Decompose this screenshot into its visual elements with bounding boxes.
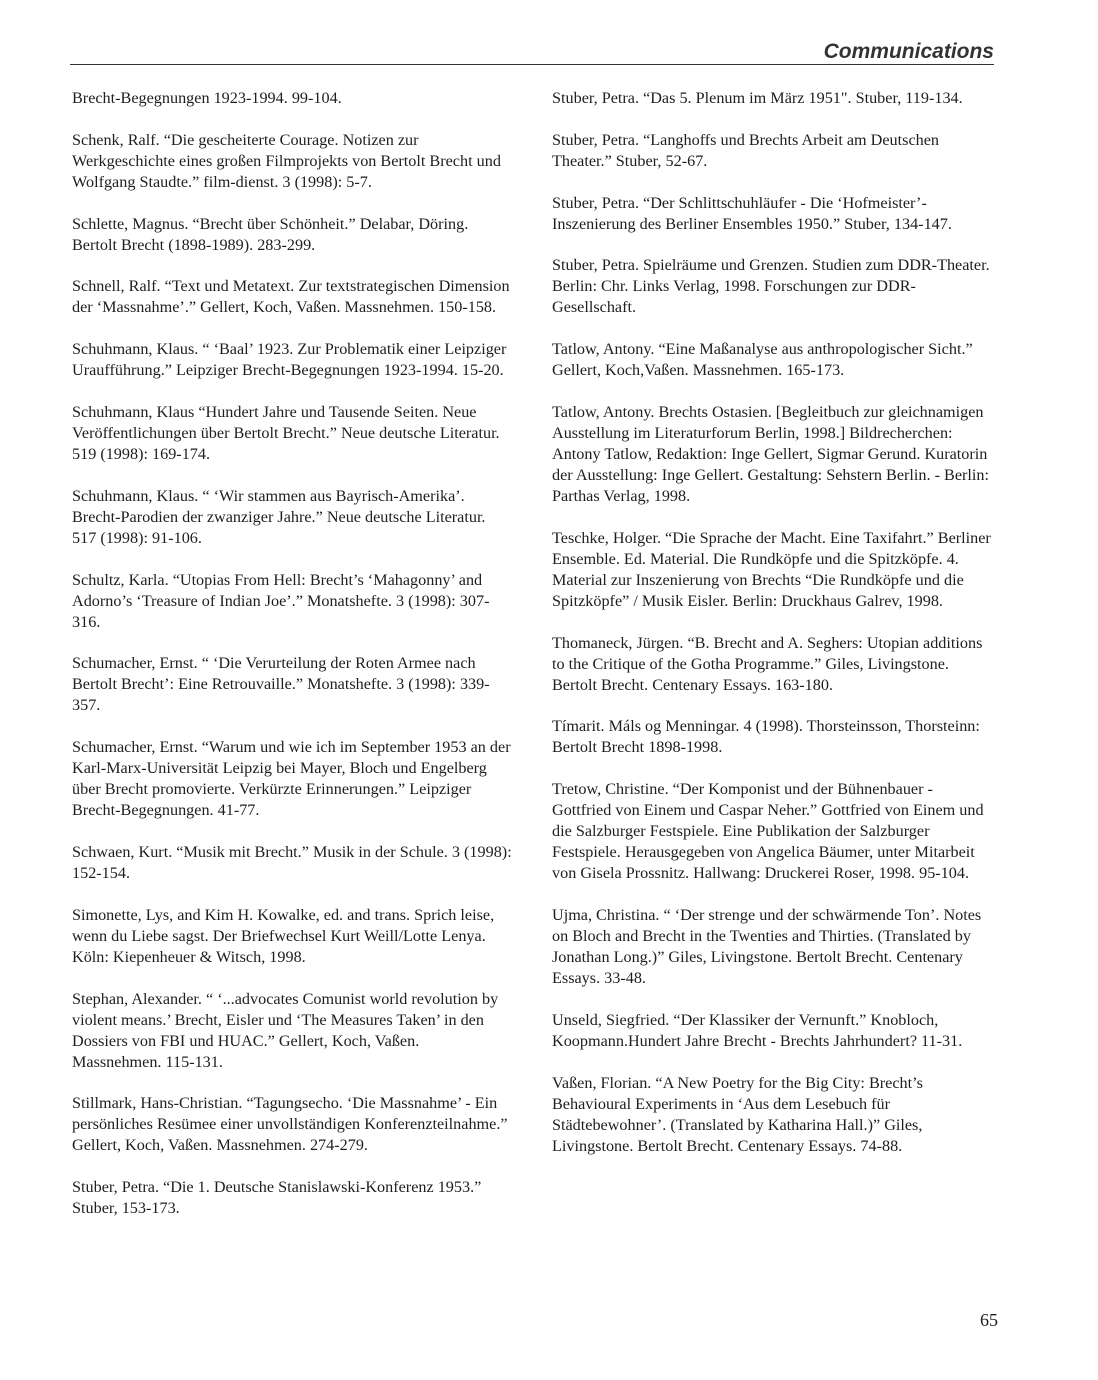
bibliography-entry: Tretow, Christine. “Der Komponist und der Bühnenbauer - Gottfried von Einem und Caspar Neher.” Gottfried von Einem und die Salzburger Festspiele. Eine Publikation der Salzburger Festspiele. Herausgegeben von Angelica Bäumer, unter Mitarbeit von Gisela Prossnitz. Hallwang: Druckerei Roser, 1998. 95-104. xyxy=(552,780,984,883)
bibliography-entry: Stuber, Petra. “Die 1. Deutsche Stanislawski-Konferenz 1953.” Stuber, 153-173. xyxy=(72,1178,482,1218)
bibliography-entry: Schnell, Ralf. “Text und Metatext. Zur textstrategischen Dimension der ‘Massnahme’.” Gellert, Koch, Vaßen. Massnehmen. 150-158. xyxy=(72,277,510,317)
bibliography-entry: Schumacher, Ernst. “ ‘Die Verurteilung der Roten Armee nach Bertolt Brecht’: Eine Retrouvaille.” Monatshefte. 3 (1998): 339-357. xyxy=(72,654,490,715)
bibliography-entry: Schlette, Magnus. “Brecht über Schönheit.” Delabar, Döring. Bertolt Brecht (1898-1989). 283-299. xyxy=(72,214,469,254)
bibliography-entry: Stephan, Alexander. “ ‘...advocates Comunist world revolution by violent means.’ Brecht, Eisler und ‘The Measures Taken’ in den Dossiers von FBI und HUAC.” Gellert, Koch, Vaßen. Massnehmen. 115-131. xyxy=(72,989,499,1071)
bibliography-entry: Stuber, Petra. “Das 5. Plenum im März 1951". Stuber, 119-134. xyxy=(552,89,963,107)
bibliography-entry: Schuhmann, Klaus “Hundert Jahre und Tausende Seiten. Neue Veröffentlichungen über Bertolt Brecht.” Neue deutsche Literatur. 519 (1998): 169-174. xyxy=(72,402,500,463)
page-number: 65 xyxy=(980,1310,998,1330)
bibliography-entry: Stuber, Petra. “Der Schlittschuhläufer - Die ‘Hofmeister’-Inszenierung des Berliner Ensembles 1950.” Stuber, 134-147. xyxy=(552,193,952,233)
bibliography-entry: Tímarit. Máls og Menningar. 4 (1998). Thorsteinsson, Thorsteinn: Bertolt Brecht 1898-1998. xyxy=(552,717,980,757)
bibliography-entry: Schenk, Ralf. “Die gescheiterte Courage. Notizen zur Werkgeschichte eines großen Filmprojekts von Bertolt Brecht und Wolfgang Staudte.” film-dienst. 3 (1998): 5-7. xyxy=(72,130,501,191)
bibliography-entry: Schuhmann, Klaus. “ ‘Baal’ 1923. Zur Problematik einer Leipziger Uraufführung.” Leipziger Brecht-Begegnungen 1923-1994. 15-20. xyxy=(72,340,507,380)
bibliography-entry: Simonette, Lys, and Kim H. Kowalke, ed. and trans. Sprich leise, wenn du Liebe sagst. Der Briefwechsel Kurt Weill/Lotte Lenya. Köln: Kiepenheuer & Witsch, 1998. xyxy=(72,905,495,966)
left-column xyxy=(72,88,512,1240)
bibliography-entry: Schwaen, Kurt. “Musik mit Brecht.” Musik in der Schule. 3 (1998): 152-154. xyxy=(72,842,512,882)
bibliography-entry: Stillmark, Hans-Christian. “Tagungsecho. ‘Die Massnahme’ - Ein persönliches Resümee einer unvollständigen Konferenzteilnahme.” Gellert, Koch, Vaßen. Massnehmen. 274-279. xyxy=(72,1094,508,1155)
bibliography-entry: Schuhmann, Klaus. “ ‘Wir stammen aus Bayrisch-Amerika’. Brecht-Parodien der zwanziger Jahre.” Neue deutsche Literatur. 517 (1998): 91-106. xyxy=(72,486,486,547)
bibliography-entry: Stuber, Petra. “Langhoffs und Brechts Arbeit am Deutschen Theater.” Stuber, 52-67. xyxy=(552,130,940,170)
bibliography-entry: Thomaneck, Jürgen. “B. Brecht and A. Seghers: Utopian additions to the Critique of the Gotha Programme.” Giles, Livingstone. Bertolt Brecht. Centenary Essays. 163-180. xyxy=(552,633,983,694)
bibliography-entry: Schultz, Karla. “Utopias From Hell: Brecht’s ‘Mahagonny’ and Adorno’s ‘Treasure of Indian Joe’.” Monatshefte. 3 (1998): 307-316. xyxy=(72,570,490,631)
bibliography-entry: Ujma, Christina. “ ‘Der strenge und der schwärmende Ton’. Notes on Bloch and Brecht in the Twenties and Thirties. (Translated by Jonathan Long.)” Giles, Livingstone. Bertolt Brecht. Centenary Essays. 33-48. xyxy=(552,905,982,987)
bibliography-entry: Teschke, Holger. “Die Sprache der Macht. Eine Taxifahrt.” Berliner Ensemble. Ed. Material. Die Rundköpfe und die Spitzköpfe. 4. Material zur Inszenierung von Brechts “Die Rundköpfe und die Spitzköpfe” / Musik Eisler. Berlin: Druckhaus Galrev, 1998. xyxy=(552,528,991,610)
bibliography-entry: Unseld, Siegfried. “Der Klassiker der Vernunft.” Knobloch, Koopmann.Hundert Jahre Brecht - Brechts Jahrhundert? 11-31. xyxy=(552,1010,963,1050)
header-rule xyxy=(70,64,994,65)
right-column xyxy=(552,88,992,1177)
bibliography-entry: Stuber, Petra. Spielräume und Grenzen. Studien zum DDR-Theater. Berlin: Chr. Links Verlag, 1998. Forschungen zur DDR-Gesellschaft. xyxy=(552,256,990,317)
section-header: Communications xyxy=(823,40,994,63)
bibliography-entry: Vaßen, Florian. “A New Poetry for the Big City: Brecht’s Behavioural Experiments in ‘Aus dem Lesebuch für Städtebewohner’. (Translated by Katharina Hall.)” Giles, Livingstone. Bertolt Brecht. Centenary Essays. 74-88. xyxy=(552,1073,923,1155)
bibliography-entry: Tatlow, Antony. Brechts Ostasien. [Begleitbuch zur gleichnamigen Ausstellung im Literaturforum Berlin, 1998.] Bildrecherchen: Antony Tatlow, Redaktion: Inge Gellert, Sigmar Gerund. Kuratorin der Ausstellung: Inge Gellert. Gestaltung: Sehstern Berlin. - Berlin: Parthas Verlag, 1998. xyxy=(552,402,989,505)
bibliography-entry: Brecht-Begegnungen 1923-1994. 99-104. xyxy=(72,89,342,107)
bibliography-entry: Tatlow, Antony. “Eine Maßanalyse aus anthropologischer Sicht.” Gellert, Koch,Vaßen. Massnehmen. 165-173. xyxy=(552,340,973,380)
bibliography-entry: Schumacher, Ernst. “Warum und wie ich im September 1953 an der Karl-Marx-Universität Leipzig bei Mayer, Bloch und Engelberg über Brecht promovierte. Verkürzte Erinnerungen.” Leipziger Brecht-Begegnungen. 41-77. xyxy=(72,738,511,820)
